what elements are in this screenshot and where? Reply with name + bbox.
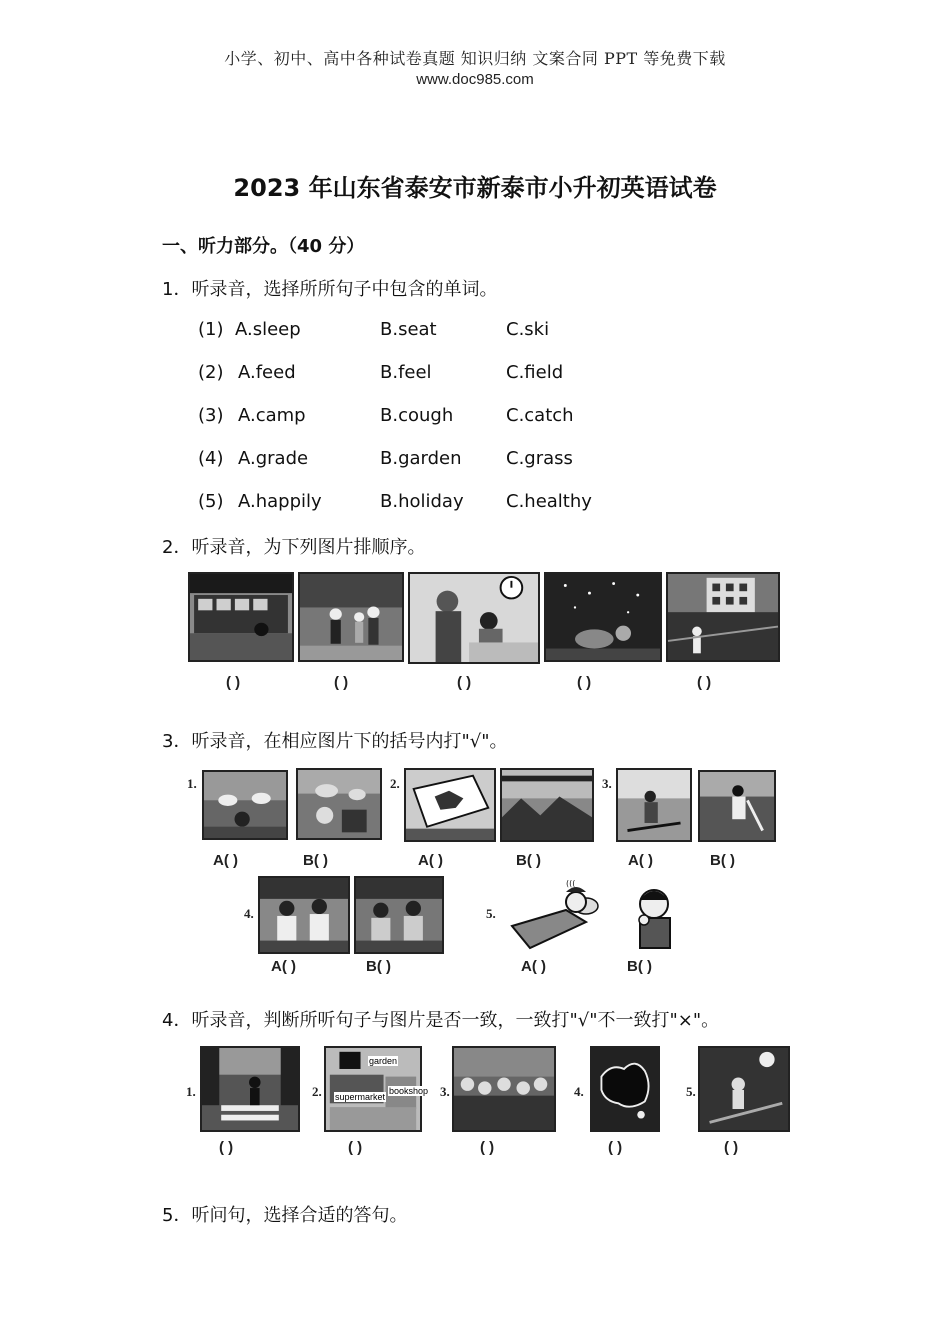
answer-blank[interactable]: ( ) <box>724 1139 739 1156</box>
picture-mother-and-child <box>408 572 540 664</box>
item-number: 3. <box>440 1084 450 1099</box>
picture-1b-farm <box>296 768 382 840</box>
question-5-text: 5．听问句，选择合适的答句。 <box>162 1205 408 1226</box>
picture-2a-map <box>404 768 496 842</box>
answer-blank[interactable]: ( ) <box>480 1139 495 1156</box>
answer-blank[interactable]: ( ) <box>577 674 592 691</box>
option-a-blank[interactable]: A( ) <box>271 958 296 975</box>
answer-blank[interactable]: ( ) <box>334 674 349 691</box>
question-1-text: 1．听录音，选择所所句子中包含的单词。 <box>162 279 498 300</box>
site-banner: 小学、初中、高中各种试卷真题 知识归纳 文案合同 PPT 等免费下载 <box>224 49 726 68</box>
picture-5b-girl-coughing <box>624 880 686 954</box>
picture-3a-ski <box>616 768 692 842</box>
section-heading: 一、听力部分。（40 分） <box>162 236 365 257</box>
picture-1a-animals <box>202 770 288 840</box>
picture-4b-cinema <box>354 876 444 954</box>
option-a[interactable]: A.happily <box>238 491 322 512</box>
option-c[interactable]: C.healthy <box>506 491 592 512</box>
picture-boy-running <box>698 1046 790 1132</box>
option-a[interactable]: A.grade <box>238 448 309 469</box>
option-b-blank[interactable]: B( ) <box>627 958 652 975</box>
option-b[interactable]: B.garden <box>380 448 462 469</box>
option-b-blank[interactable]: B( ) <box>710 852 735 869</box>
picture-2b-mountains <box>500 768 594 842</box>
item-number: 2. <box>390 776 400 791</box>
item-number: 5. <box>686 1084 696 1099</box>
picture-crowd-trees <box>452 1046 556 1132</box>
item-number: 2. <box>312 1084 322 1099</box>
option-b-blank[interactable]: B( ) <box>516 852 541 869</box>
item-number: 4. <box>244 906 254 921</box>
question-4-text: 4．听录音，判断所听句子与图片是否一致，一致打"√"不一致打"×"。 <box>162 1010 720 1031</box>
sign-bookshop: bookshop <box>389 1086 429 1096</box>
option-c[interactable]: C.grass <box>506 448 573 469</box>
option-b-blank[interactable]: B( ) <box>366 958 391 975</box>
question-2-text: 2．听录音，为下列图片排顺序。 <box>162 537 426 558</box>
picture-crosswalk <box>200 1046 300 1132</box>
option-a-blank[interactable]: A( ) <box>521 958 546 975</box>
option-a[interactable]: A.camp <box>238 405 306 426</box>
answer-blank[interactable]: ( ) <box>226 674 241 691</box>
option-b[interactable]: B.feel <box>380 362 432 383</box>
option-a-blank[interactable]: A( ) <box>628 852 653 869</box>
picture-bus-station <box>188 572 294 662</box>
item-number: 5. <box>486 906 496 921</box>
option-c[interactable]: C.catch <box>506 405 574 426</box>
option-number: (3) <box>198 405 224 426</box>
sign-supermarket: supermarket <box>335 1092 386 1102</box>
option-b[interactable]: B.seat <box>380 319 437 340</box>
picture-3b-hockey <box>698 770 776 842</box>
option-c[interactable]: C.field <box>506 362 564 383</box>
option-b-blank[interactable]: B( ) <box>303 852 328 869</box>
picture-australia-map <box>590 1046 660 1132</box>
option-number: (1) <box>198 319 224 340</box>
option-b[interactable]: B.holiday <box>380 491 464 512</box>
picture-city-street <box>666 572 780 662</box>
picture-night-sky <box>544 572 662 662</box>
site-url[interactable]: www.doc985.com <box>416 71 534 88</box>
answer-blank[interactable]: ( ) <box>697 674 712 691</box>
option-c[interactable]: C.ski <box>506 319 550 340</box>
option-number: (5) <box>198 491 224 512</box>
sign-garden: garden <box>369 1056 398 1066</box>
page-title: 2023 年山东省泰安市新泰市小升初英语试卷 <box>233 174 717 202</box>
item-number: 4. <box>574 1084 584 1099</box>
picture-5a-sick-in-bed <box>506 876 598 954</box>
option-a-blank[interactable]: A( ) <box>418 852 443 869</box>
option-number: (4) <box>198 448 224 469</box>
option-a[interactable]: A.feed <box>238 362 296 383</box>
answer-blank[interactable]: ( ) <box>608 1139 623 1156</box>
option-a[interactable]: A.sleep <box>235 319 301 340</box>
answer-blank[interactable]: ( ) <box>219 1139 234 1156</box>
picture-town-buildings <box>324 1046 429 1132</box>
answer-blank[interactable]: ( ) <box>348 1139 363 1156</box>
item-number: 1. <box>186 1084 196 1099</box>
svg-text:(((: ((( <box>566 879 576 888</box>
picture-family-walking <box>298 572 404 662</box>
question-3-text: 3．听录音，在相应图片下的括号内打"√"。 <box>162 731 508 752</box>
option-a-blank[interactable]: A( ) <box>213 852 238 869</box>
answer-blank[interactable]: ( ) <box>457 674 472 691</box>
option-b[interactable]: B.cough <box>380 405 454 426</box>
option-number: (2) <box>198 362 224 383</box>
item-number: 1. <box>187 776 197 791</box>
picture-4a-reading <box>258 876 350 954</box>
item-number: 3. <box>602 776 612 791</box>
